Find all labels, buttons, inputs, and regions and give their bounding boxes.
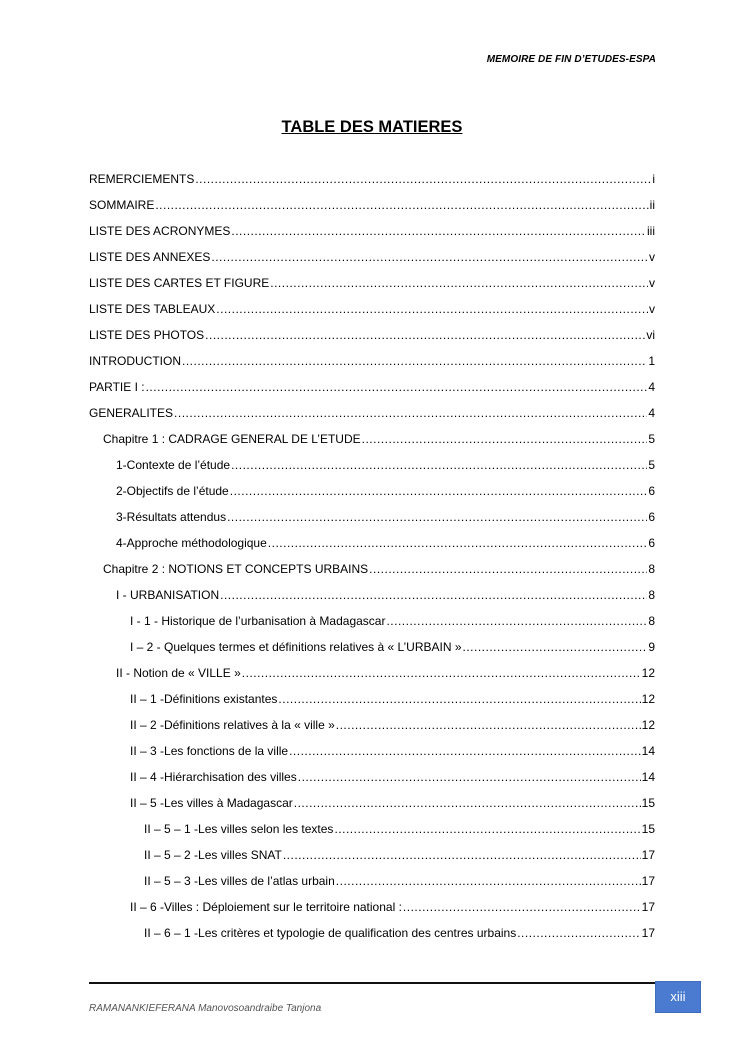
toc-entry[interactable] (89, 478, 655, 504)
toc-entry-page: 8 (648, 588, 655, 602)
toc-entry-page: 4 (648, 380, 655, 394)
toc-entry[interactable] (89, 530, 655, 556)
toc-dot-leader (231, 452, 647, 478)
toc-entry-page: 12 (641, 718, 655, 732)
table-of-contents (89, 166, 655, 946)
toc-dot-leader (270, 270, 648, 296)
toc-entry-label: II – 5 – 2 -Les villes SNAT (144, 848, 282, 862)
page-title: TABLE DES MATIERES (281, 118, 463, 136)
toc-entry-label: REMERCIEMENTS (89, 172, 195, 186)
toc-dot-leader (220, 582, 647, 608)
toc-entry-label: II – 5 – 1 -Les villes selon les textes (144, 822, 334, 836)
toc-entry-label: 2-Objectifs de l’étude (116, 484, 229, 498)
toc-entry-page: 6 (648, 510, 655, 524)
toc-entry-label: II – 5 – 3 -Les villes de l’atlas urbain (144, 874, 335, 888)
toc-entry-page: 8 (648, 562, 655, 576)
toc-dot-leader (336, 712, 641, 738)
footer-divider (89, 982, 655, 984)
toc-entry-page: 17 (641, 874, 655, 888)
toc-entry[interactable] (89, 816, 655, 842)
toc-entry[interactable] (89, 842, 655, 868)
toc-dot-leader (146, 374, 648, 400)
toc-dot-leader (289, 738, 641, 764)
toc-entry-page: 6 (648, 536, 655, 550)
toc-entry-page: 17 (641, 926, 655, 940)
toc-entry[interactable] (89, 452, 655, 478)
toc-entry-page: vi (646, 328, 655, 342)
toc-entry-label: II – 1 -Définitions existantes (130, 692, 278, 706)
toc-dot-leader (298, 764, 641, 790)
toc-entry-page: i (652, 172, 655, 186)
toc-entry-page: 8 (648, 614, 655, 628)
toc-dot-leader (230, 478, 648, 504)
toc-dot-leader (174, 400, 647, 426)
toc-entry[interactable] (89, 166, 655, 192)
toc-entry-page: 6 (648, 484, 655, 498)
toc-dot-leader (517, 920, 640, 946)
toc-entry-label: LISTE DES ACRONYMES (89, 224, 231, 238)
toc-entry-page: 17 (641, 900, 655, 914)
toc-entry-label: II - Notion de « VILLE » (116, 666, 241, 680)
toc-entry-page: 5 (648, 432, 655, 446)
toc-entry[interactable] (89, 712, 655, 738)
toc-entry[interactable] (89, 244, 655, 270)
toc-entry-page: v (649, 250, 655, 264)
toc-entry-label: Chapitre 1 : CADRAGE GENERAL DE L’ETUDE (103, 432, 361, 446)
toc-dot-leader (268, 530, 648, 556)
footer-author: RAMANANKIEFERANA Manovosoandraibe Tanjona (89, 1003, 322, 1014)
toc-entry-page: 9 (648, 640, 655, 654)
toc-entry-page: ii (649, 198, 655, 212)
toc-entry-label: LISTE DES CARTES ET FIGURE (89, 276, 270, 290)
toc-entry-label: Chapitre 2 : NOTIONS ET CONCEPTS URBAINS (103, 562, 369, 576)
toc-entry-label: LISTE DES TABLEAUX (89, 302, 216, 316)
toc-entry-page: 5 (648, 458, 655, 472)
toc-entry[interactable] (89, 296, 655, 322)
toc-entry[interactable] (89, 790, 655, 816)
toc-dot-leader (334, 816, 640, 842)
toc-entry-label: INTRODUCTION (89, 354, 181, 368)
toc-entry-label: LISTE DES PHOTOS (89, 328, 205, 342)
toc-entry-page: v (649, 276, 655, 290)
page-number-badge: xiii (655, 981, 701, 1013)
toc-entry-page: 15 (641, 796, 655, 810)
toc-entry[interactable] (89, 686, 655, 712)
toc-entry[interactable] (89, 738, 655, 764)
toc-entry-page: 14 (641, 744, 655, 758)
toc-entry-page: 14 (641, 770, 655, 784)
toc-entry-page: v (649, 302, 655, 316)
toc-entry-label: 4-Approche méthodologique (116, 536, 267, 550)
toc-entry[interactable] (89, 348, 655, 374)
toc-dot-leader (195, 166, 651, 192)
toc-entry-label: 1-Contexte de l’étude (116, 458, 231, 472)
toc-entry[interactable] (89, 556, 655, 582)
toc-dot-leader (386, 608, 647, 634)
toc-entry-label: LISTE DES ANNEXES (89, 250, 211, 264)
toc-dot-leader (403, 894, 641, 920)
toc-entry-page: 1 (648, 354, 655, 368)
toc-dot-leader (362, 426, 648, 452)
toc-entry-label: 3-Résultats attendus (116, 510, 227, 524)
toc-dot-leader (205, 322, 645, 348)
toc-entry[interactable] (89, 218, 655, 244)
toc-entry[interactable] (89, 582, 655, 608)
toc-entry[interactable] (89, 504, 655, 530)
toc-entry[interactable] (89, 426, 655, 452)
toc-dot-leader (182, 348, 647, 374)
toc-dot-leader (278, 686, 640, 712)
toc-entry[interactable] (89, 608, 655, 634)
toc-dot-leader (216, 296, 648, 322)
toc-entry[interactable] (89, 634, 655, 660)
toc-entry-label: PARTIE I : (89, 380, 145, 394)
toc-entry-page: 17 (641, 848, 655, 862)
toc-entry-page: 12 (641, 666, 655, 680)
toc-entry-page: iii (647, 224, 655, 238)
toc-entry-label: I - 1 - Historique de l’urbanisation à Madagascar (130, 614, 386, 628)
toc-entry[interactable] (89, 270, 655, 296)
toc-dot-leader (155, 192, 648, 218)
toc-entry[interactable] (89, 192, 655, 218)
toc-entry[interactable] (89, 920, 655, 946)
toc-entry-label: II – 3 -Les fonctions de la ville (130, 744, 289, 758)
toc-entry-label: GENERALITES (89, 406, 174, 420)
toc-entry-page: 15 (641, 822, 655, 836)
toc-entry[interactable] (89, 374, 655, 400)
toc-entry[interactable] (89, 660, 655, 686)
toc-entry[interactable] (89, 400, 655, 426)
toc-entry-label: II – 2 -Définitions relatives à la « ville » (130, 718, 335, 732)
toc-entry-page: 12 (641, 692, 655, 706)
toc-dot-leader (283, 842, 641, 868)
toc-entry-label: II – 5 -Les villes à Madagascar (130, 796, 293, 810)
running-header: MEMOIRE DE FIN D’ETUDES-ESPA (486, 54, 656, 65)
toc-dot-leader (231, 218, 646, 244)
toc-entry-label: I – 2 - Quelques termes et définitions relatives à « L’URBAIN » (130, 640, 462, 654)
toc-dot-leader (211, 244, 648, 270)
toc-entry-label: I - URBANISATION (116, 588, 220, 602)
toc-entry[interactable] (89, 764, 655, 790)
toc-dot-leader (463, 634, 648, 660)
toc-dot-leader (336, 868, 641, 894)
toc-dot-leader (227, 504, 647, 530)
toc-entry-label: II – 6 – 1 -Les critères et typologie de qualification des centres urbains (144, 926, 517, 940)
toc-entry[interactable] (89, 322, 655, 348)
toc-entry-page: 4 (648, 406, 655, 420)
toc-entry-label: II – 4 -Hiérarchisation des villes (130, 770, 297, 784)
toc-entry-label: SOMMAIRE (89, 198, 155, 212)
toc-entry-label: II – 6 -Villes : Déploiement sur le territoire national : (130, 900, 402, 914)
toc-dot-leader (369, 556, 647, 582)
toc-entry[interactable] (89, 868, 655, 894)
toc-entry[interactable] (89, 894, 655, 920)
toc-dot-leader (242, 660, 641, 686)
toc-dot-leader (294, 790, 641, 816)
